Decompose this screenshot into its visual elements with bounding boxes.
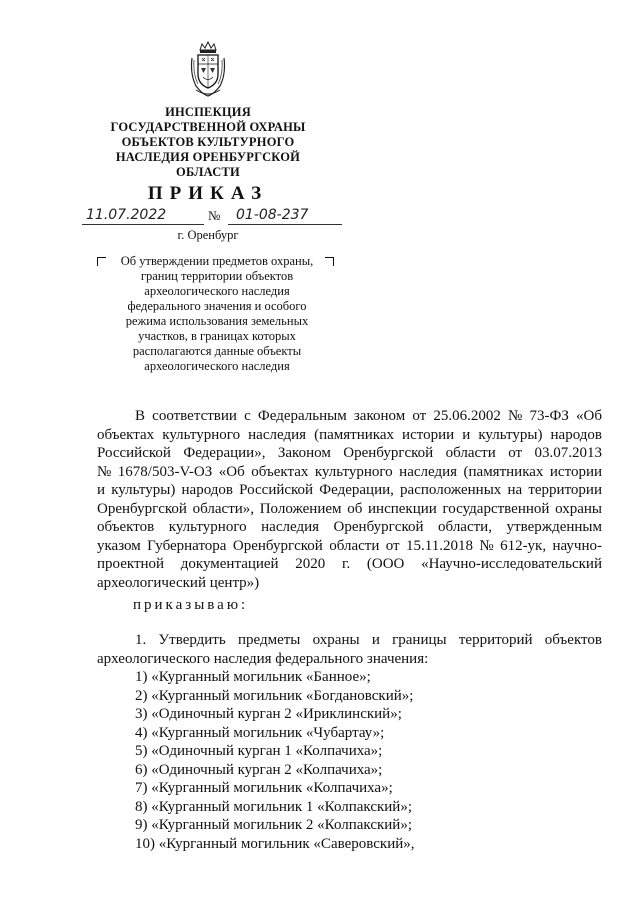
list-item: 10) «Курганный могильник «Саверовский», — [135, 835, 415, 852]
subject-line: располагаются данные объекты — [132, 344, 302, 358]
resolution-list — [97, 631, 602, 853]
preamble-line: археологический центр») — [97, 574, 260, 591]
preamble-line: объектах культурного наследия (памятниках истории и культуры) народов — [97, 426, 602, 443]
subject-line: границ территории объектов — [140, 269, 294, 283]
order-word: приказываю: — [133, 597, 249, 613]
coat-of-arms-icon — [188, 40, 228, 98]
preamble-line: указом Губернатора Оренбургской области от 15.11.2018 № 612-ук, научно- — [97, 537, 602, 554]
city-label: г. Оренбург — [177, 228, 239, 242]
org-line: ОБЪЕКТОВ КУЛЬТУРНОГО — [121, 135, 295, 149]
org-line: ГОСУДАРСТВЕННОЙ ОХРАНЫ — [110, 120, 306, 134]
preamble-line: Оренбургской области», Положением об инспекции государственной охраны — [97, 500, 602, 517]
subject-line: режима использования земельных — [125, 314, 309, 328]
subject-line: федерального значения и особого — [127, 299, 307, 313]
list-item: 9) «Курганный могильник 2 «Колпакский»; — [135, 817, 412, 833]
org-line: ИНСПЕКЦИЯ — [165, 105, 251, 119]
date-number-line — [82, 207, 344, 227]
number-sign: № — [208, 208, 221, 223]
handwritten-number: 01-08-237 — [236, 207, 309, 223]
org-line: НАСЛЕДИЯ ОРЕНБУРГСКОЙ — [115, 150, 301, 164]
preamble-line: Российской Федерации», Законом Оренбургской области от 03.07.2013 — [97, 445, 602, 461]
list-item: 5) «Одиночный курган 1 «Колпачиха»; — [135, 743, 383, 759]
preamble-line: № 1678/503-V-ОЗ «Об объектах культурного наследия (памятниках истории — [97, 463, 602, 480]
document-type-title: ПРИКАЗ — [147, 183, 269, 204]
list-item: 3) «Одиночный курган 2 «Ириклинский»; — [135, 706, 402, 722]
list-item: 2) «Курганный могильник «Богдановский»; — [135, 687, 414, 704]
subject-line: археологического наследия — [144, 284, 290, 298]
subject-line: Об утверждении предметов охраны, — [120, 254, 314, 268]
list-item: 1) «Курганный могильник «Банное»; — [135, 669, 371, 685]
handwritten-date: 11.07.2022 — [86, 207, 167, 223]
list-item: 7) «Курганный могильник «Колпачиха»; — [135, 780, 393, 796]
subject-line: археологического наследия — [144, 359, 290, 373]
item-line: археологического наследия федерального значения: — [97, 650, 429, 667]
list-item: 6) «Одиночный курган 2 «Колпачиха»; — [135, 761, 383, 778]
preamble-line: проектной документацией 2020 г. (ООО «Научно-исследовательский — [97, 556, 602, 572]
preamble-paragraph — [97, 407, 602, 592]
list-item: 8) «Курганный могильник 1 «Колпакский»; — [135, 798, 412, 815]
subject-line: участков, в границах которых — [138, 329, 296, 343]
organization-name — [100, 105, 316, 180]
document-subject — [102, 254, 332, 374]
number-underline — [228, 224, 342, 225]
item-line: 1. Утвердить предметы охраны и границы территорий объектов — [135, 632, 602, 648]
preamble-line: и культуры) народов Российской Федерации, расположенных на территории — [97, 482, 602, 498]
list-item: 4) «Курганный могильник «Чубартау»; — [135, 724, 385, 741]
preamble-line: В соответствии с Федеральным законом от 25.06.2002 № 73-ФЗ «Об — [135, 408, 602, 424]
date-underline — [82, 224, 204, 225]
preamble-line: объектов культурного наследия Оренбургской области, утвержденным — [97, 519, 602, 535]
org-line: ОБЛАСТИ — [176, 165, 240, 179]
